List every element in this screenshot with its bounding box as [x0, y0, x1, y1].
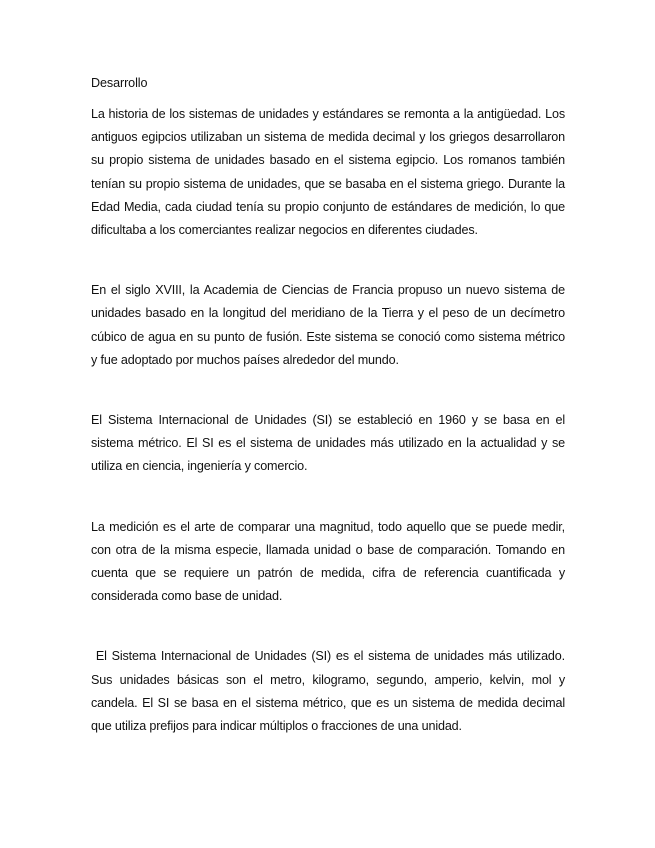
document-page	[91, 74, 569, 738]
paragraph-history: La historia de los sistemas de unidades y estándares se remonta a la antigüedad. Los antiguos egipcios utilizaban un sistema de medida decimal y los griegos desarrollaron su propio sistema de unidades basado en el sistema egipcio. Los romanos también tenían su propio sistema de unidades, que se basaba en el sistema griego. Durante la Edad Media, cada ciudad tenía su propio conjunto de estándares de medición, lo que dificultaba a los comerciantes realizar negocios en diferentes ciudades.	[91, 107, 565, 238]
section-heading: Desarrollo	[91, 76, 148, 90]
paragraph-si-units: El Sistema Internacional de Unidades (SI) es el sistema de unidades más utilizado. Sus unidades básicas son el metro, kilogramo, segundo, amperio, kelvin, mol y candela. El SI se basa en el sistema métrico, que es un sistema de medida decimal que utiliza prefijos para indicar múltiplos o fracciones de una unidad.	[91, 649, 569, 734]
paragraph-si-established: El Sistema Internacional de Unidades (SI) se estableció en 1960 y se basa en el sistema métrico. El SI es el sistema de unidades más utilizado en la actualidad y se utiliza en ciencia, ingeniería y comercio.	[91, 413, 565, 474]
paragraph-metric-system: En el siglo XVIII, la Academia de Ciencias de Francia propuso un nuevo sistema de unidades basado en la longitud del meridiano de la Tierra y el peso de un decímetro cúbico de agua en su punto de fusión. Este sistema se conoció como sistema métrico y fue adoptado por muchos países alrededor del mundo.	[91, 283, 565, 367]
paragraph-measurement: La medición es el arte de comparar una magnitud, todo aquello que se puede medir, con otra de la misma especie, llamada unidad o base de comparación. Tomando en cuenta que se requiere un patrón de medida, cifra de referencia cuantificada y considerada como base de unidad.	[91, 519, 565, 604]
